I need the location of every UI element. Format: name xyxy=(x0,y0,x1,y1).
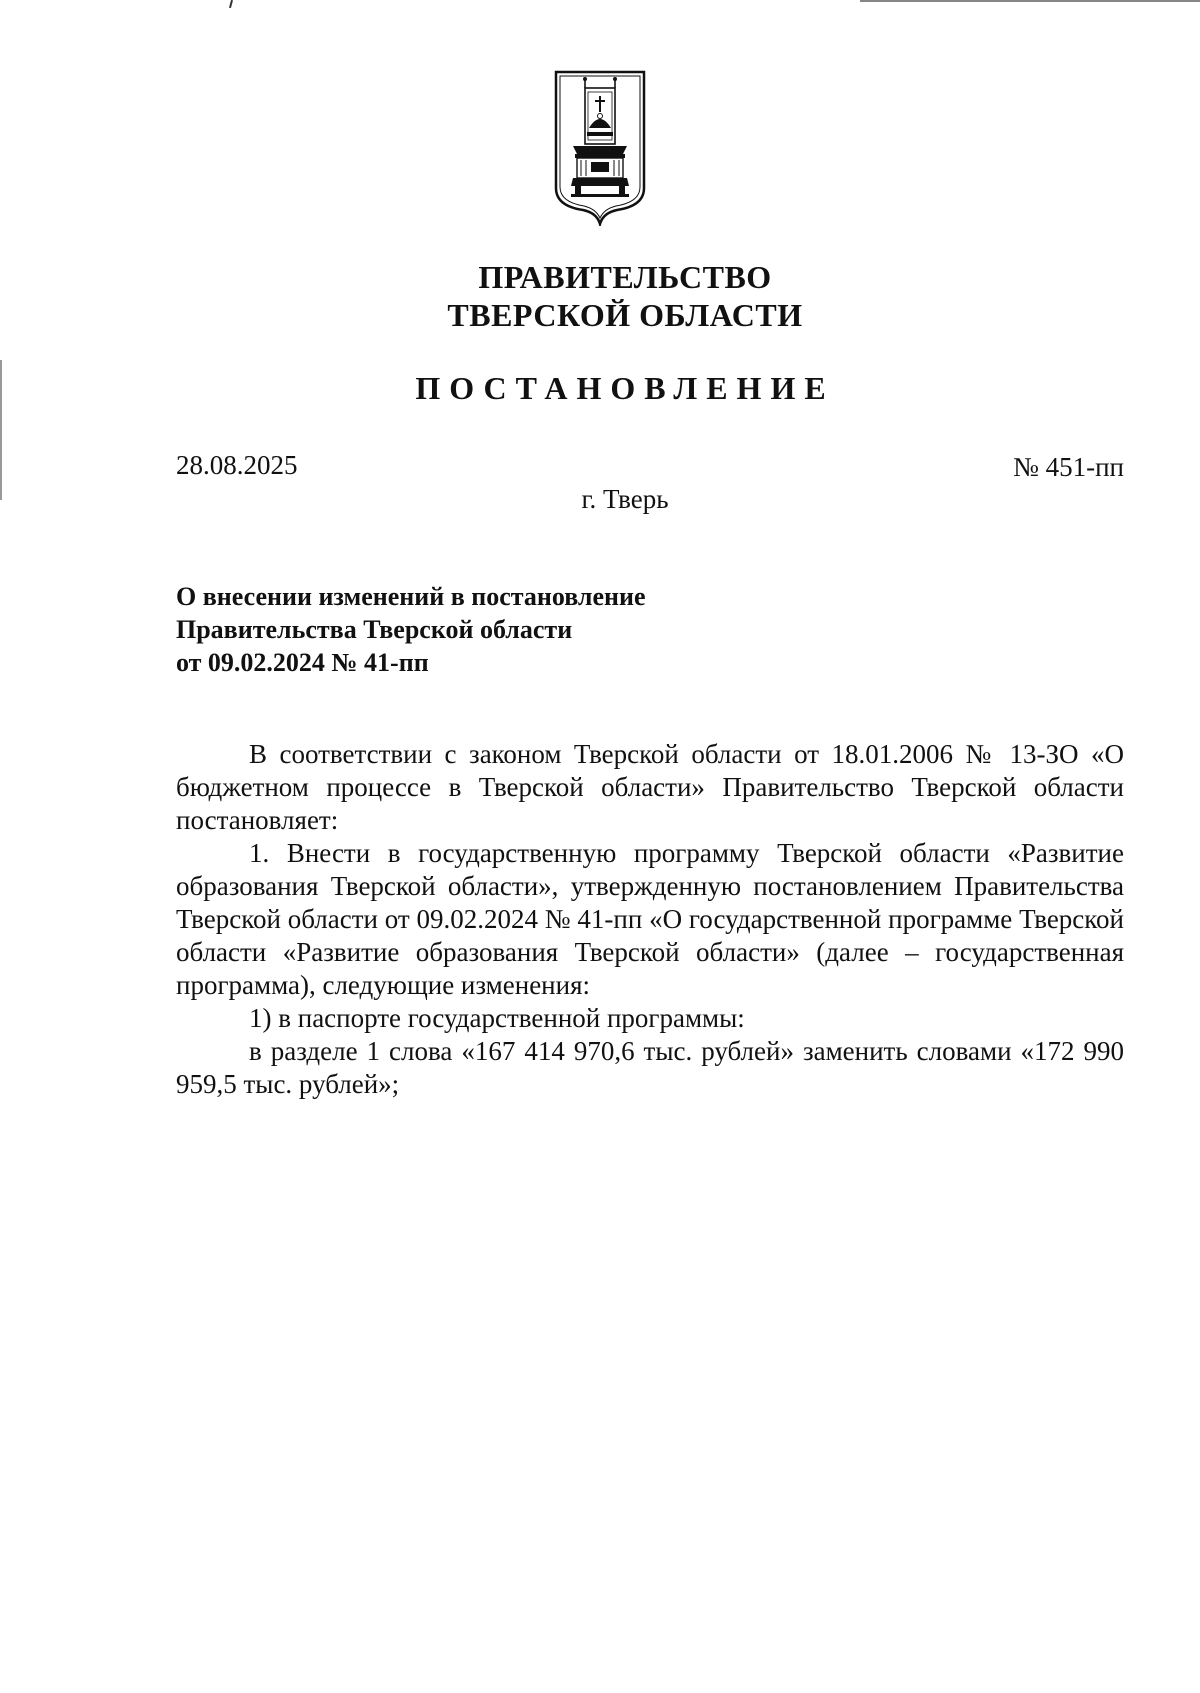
subject-line: Правительства Тверской области xyxy=(176,615,573,644)
body-paragraph: в разделе 1 слова «167 414 970,6 тыс. рублей» заменить словами «172 990 959,5 тыс. рублей»; xyxy=(176,1036,1124,1099)
body-paragraph: В соответствии с законом Тверской области от 18.01.2006 № 13-ЗО «О бюджетном процессе в Тверской области» Правительство Тверской области постановляет: xyxy=(176,739,1124,835)
document-city: г. Тверь xyxy=(581,484,669,514)
document-subject xyxy=(176,580,646,679)
document-number: № 451-пп xyxy=(1013,452,1124,482)
scan-artifact-mark xyxy=(229,0,233,8)
subject-line: О внесении изменений в постановление xyxy=(176,582,646,611)
document-type-heading: ПОСТАНОВЛЕНИЕ xyxy=(415,370,835,406)
document-date: 28.08.2025 xyxy=(176,450,298,480)
organization-subtitle: ТВЕРСКОЙ ОБЛАСТИ xyxy=(447,297,803,333)
document-body xyxy=(176,738,1124,1101)
tver-coat-of-arms-icon xyxy=(553,70,647,226)
body-paragraph: 1) в паспорте государственной программы: xyxy=(249,1003,745,1033)
subject-line: от 09.02.2024 № 41-пп xyxy=(176,648,429,677)
scan-artifact-line xyxy=(860,0,1200,2)
organization-title: ПРАВИТЕЛЬСТВО xyxy=(478,259,772,295)
body-paragraph: 1. Внести в государственную программу Тверской области «Развитие образования Тверской области», утвержденную постановлением Правительства Тверской области от 09.02.2024 № 41-пп «О государственной программе Тверской области «Развитие образования Тверской области» (далее – государственная программа), следующие изменения: xyxy=(176,838,1124,1000)
